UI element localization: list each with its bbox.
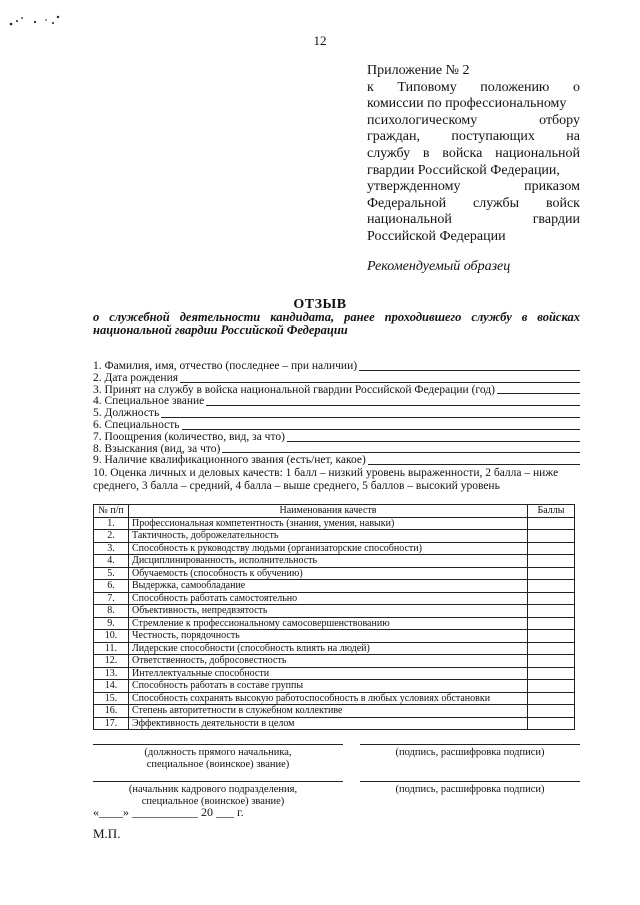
form-field [93, 396, 580, 408]
appendix-line: службу в войска национальной [367, 145, 580, 161]
signature-caption: (должность прямого начальника, специальное (воинское) звание) [144, 747, 292, 770]
score-cell[interactable] [528, 605, 575, 618]
row-number: 16. [94, 705, 129, 718]
quality-name: Способность сохранять высокую работоспособность в любых условиях обстановки [129, 692, 528, 705]
recommended-sample-label: Рекомендуемый образец [367, 259, 511, 274]
quality-name: Выдержка, самообладание [129, 580, 528, 593]
page-number: 12 [313, 33, 327, 48]
score-cell[interactable] [528, 692, 575, 705]
quality-name: Способность работать самостоятельно [129, 592, 528, 605]
quality-name: Ответственность, добросовестность [129, 655, 528, 668]
table-body [94, 517, 575, 730]
signature-caption: (начальник кадрового подразделения, специальное (воинское) звание) [128, 784, 298, 807]
signature-line[interactable] [93, 781, 343, 782]
table-row [94, 655, 575, 668]
qualities-table [93, 504, 575, 730]
score-cell[interactable] [528, 567, 575, 580]
score-cell[interactable] [528, 592, 575, 605]
fill-line[interactable] [161, 408, 580, 418]
fill-line[interactable] [182, 420, 581, 430]
subtitle-line: национальной гвардии Российской Федерации [93, 323, 348, 337]
appendix-block [367, 63, 580, 246]
row-number: 1. [94, 517, 129, 530]
quality-name: Объективность, непредвзятость [129, 605, 528, 618]
date-line: «____» ___________ 20 ___ г. [93, 805, 244, 819]
quality-name: Тактичность, доброжелательность [129, 530, 528, 543]
signature-line[interactable] [93, 744, 343, 745]
fill-line[interactable] [287, 432, 580, 442]
table-row [94, 517, 575, 530]
signature-caption: (подпись, расшифровка подписи) [395, 747, 545, 758]
row-number: 15. [94, 692, 129, 705]
scan-specks [8, 10, 68, 30]
appendix-line: к Типовому положению о [367, 79, 580, 95]
appendix-line: Приложение № 2 [367, 63, 470, 78]
row-number: 2. [94, 530, 129, 543]
row-number: 6. [94, 580, 129, 593]
appendix-line: комиссии по профессиональному [367, 96, 567, 112]
appendix-line: граждан, поступающих на [367, 129, 580, 145]
quality-name: Способность работать в составе группы [129, 680, 528, 693]
table-row [94, 617, 575, 630]
fill-line[interactable] [206, 396, 580, 406]
score-cell[interactable] [528, 680, 575, 693]
row-number: 5. [94, 567, 129, 580]
table-row [94, 642, 575, 655]
appendix-line: гвардии Российской Федерации, [367, 162, 560, 178]
quality-name: Обучаемость (способность к обучению) [129, 567, 528, 580]
score-cell[interactable] [528, 542, 575, 555]
table-row [94, 717, 575, 730]
appendix-line: утвержденному приказом [367, 179, 580, 195]
rating-scale-text: 10. Оценка личных и деловых качеств: 1 балл – низкий уровень выраженности, 2 балла – ниже среднего, 3 балла – средний, 4 балла – выше среднего, 5 баллов – высокий уровень [93, 467, 559, 492]
fill-line[interactable] [359, 361, 580, 371]
signature-line[interactable] [360, 781, 580, 782]
row-number: 13. [94, 667, 129, 680]
field-label: 8. Взыскания (вид, за что) [93, 442, 221, 455]
score-cell[interactable] [528, 667, 575, 680]
quality-name: Эффективность деятельности в целом [129, 717, 528, 730]
row-number: 17. [94, 717, 129, 730]
field-label: 5. Должность [93, 407, 160, 420]
score-cell[interactable] [528, 517, 575, 530]
table-row [94, 530, 575, 543]
table-row [94, 555, 575, 568]
row-number: 7. [94, 592, 129, 605]
table-row [94, 705, 575, 718]
score-cell[interactable] [528, 530, 575, 543]
field-label: 6. Специальность [93, 418, 180, 431]
fill-line[interactable] [222, 444, 580, 454]
col-header-number: № п/п [94, 505, 129, 518]
score-cell[interactable] [528, 717, 575, 730]
score-cell[interactable] [528, 555, 575, 568]
signature-line[interactable] [360, 744, 580, 745]
row-number: 9. [94, 617, 129, 630]
table-row [94, 542, 575, 555]
table-row [94, 580, 575, 593]
fill-line[interactable] [368, 455, 580, 465]
quality-name: Дисциплинированность, исполнительность [129, 555, 528, 568]
quality-name: Стремление к профессиональному самосовершенствованию [129, 617, 528, 630]
quality-name: Способность к руководству людьми (организаторские способности) [129, 542, 528, 555]
stamp-place: М.П. [93, 826, 121, 841]
row-number: 4. [94, 555, 129, 568]
table-row [94, 605, 575, 618]
field-label: 4. Специальное звание [93, 395, 205, 408]
table-row [94, 567, 575, 580]
col-header-score: Баллы [528, 505, 575, 518]
field-label: 3. Принят на службу в войска национальной гвардии Российской Федерации (год) [93, 383, 495, 396]
score-cell[interactable] [528, 642, 575, 655]
row-number: 11. [94, 642, 129, 655]
field-label: 7. Поощрения (количество, вид, за что) [93, 430, 285, 443]
row-number: 8. [94, 605, 129, 618]
score-cell[interactable] [528, 655, 575, 668]
table-row [94, 592, 575, 605]
table-header-row [94, 505, 575, 518]
signature-caption: (подпись, расшифровка подписи) [395, 784, 545, 795]
col-header-quality: Наименования качеств [129, 505, 528, 518]
table-row [94, 692, 575, 705]
quality-name: Интеллектуальные способности [129, 667, 528, 680]
form-field [93, 420, 580, 432]
form-field [93, 373, 580, 385]
document-title: ОТЗЫВ [293, 297, 347, 312]
appendix-line: психологическому отбору [367, 112, 580, 128]
appendix-line: Российской Федерации [367, 228, 506, 244]
score-cell[interactable] [528, 630, 575, 643]
field-label: 1. Фамилия, имя, отчество (последнее – при наличии) [93, 360, 358, 372]
form-field [93, 455, 580, 467]
row-number: 12. [94, 655, 129, 668]
form-field [93, 432, 580, 444]
appendix-line: национальной гвардии [367, 212, 580, 228]
quality-name: Профессиональная компетентность (знания, умения, навыки) [129, 517, 528, 530]
row-number: 10. [94, 630, 129, 643]
fill-line[interactable] [497, 385, 580, 395]
subtitle-line: о служебной деятельности кандидата, ранее проходившего службу в войсках [93, 310, 580, 324]
row-number: 14. [94, 680, 129, 693]
score-cell[interactable] [528, 705, 575, 718]
table-row [94, 680, 575, 693]
table-row [94, 667, 575, 680]
table-row [94, 630, 575, 643]
field-label: 9. Наличие квалификационного звания (есть/нет, какое) [93, 454, 366, 467]
score-cell[interactable] [528, 617, 575, 630]
row-number: 3. [94, 542, 129, 555]
appendix-line: Федеральной службы войск [367, 195, 580, 211]
quality-name: Лидерские способности (способность влиять на людей) [129, 642, 528, 655]
quality-name: Честность, порядочность [129, 630, 528, 643]
score-cell[interactable] [528, 580, 575, 593]
document-subtitle [93, 311, 580, 337]
field-label: 2. Дата рождения [93, 371, 179, 384]
fill-line[interactable] [180, 373, 580, 383]
form-fields [93, 361, 580, 492]
quality-name: Степень авторитетности в служебном коллективе [129, 705, 528, 718]
